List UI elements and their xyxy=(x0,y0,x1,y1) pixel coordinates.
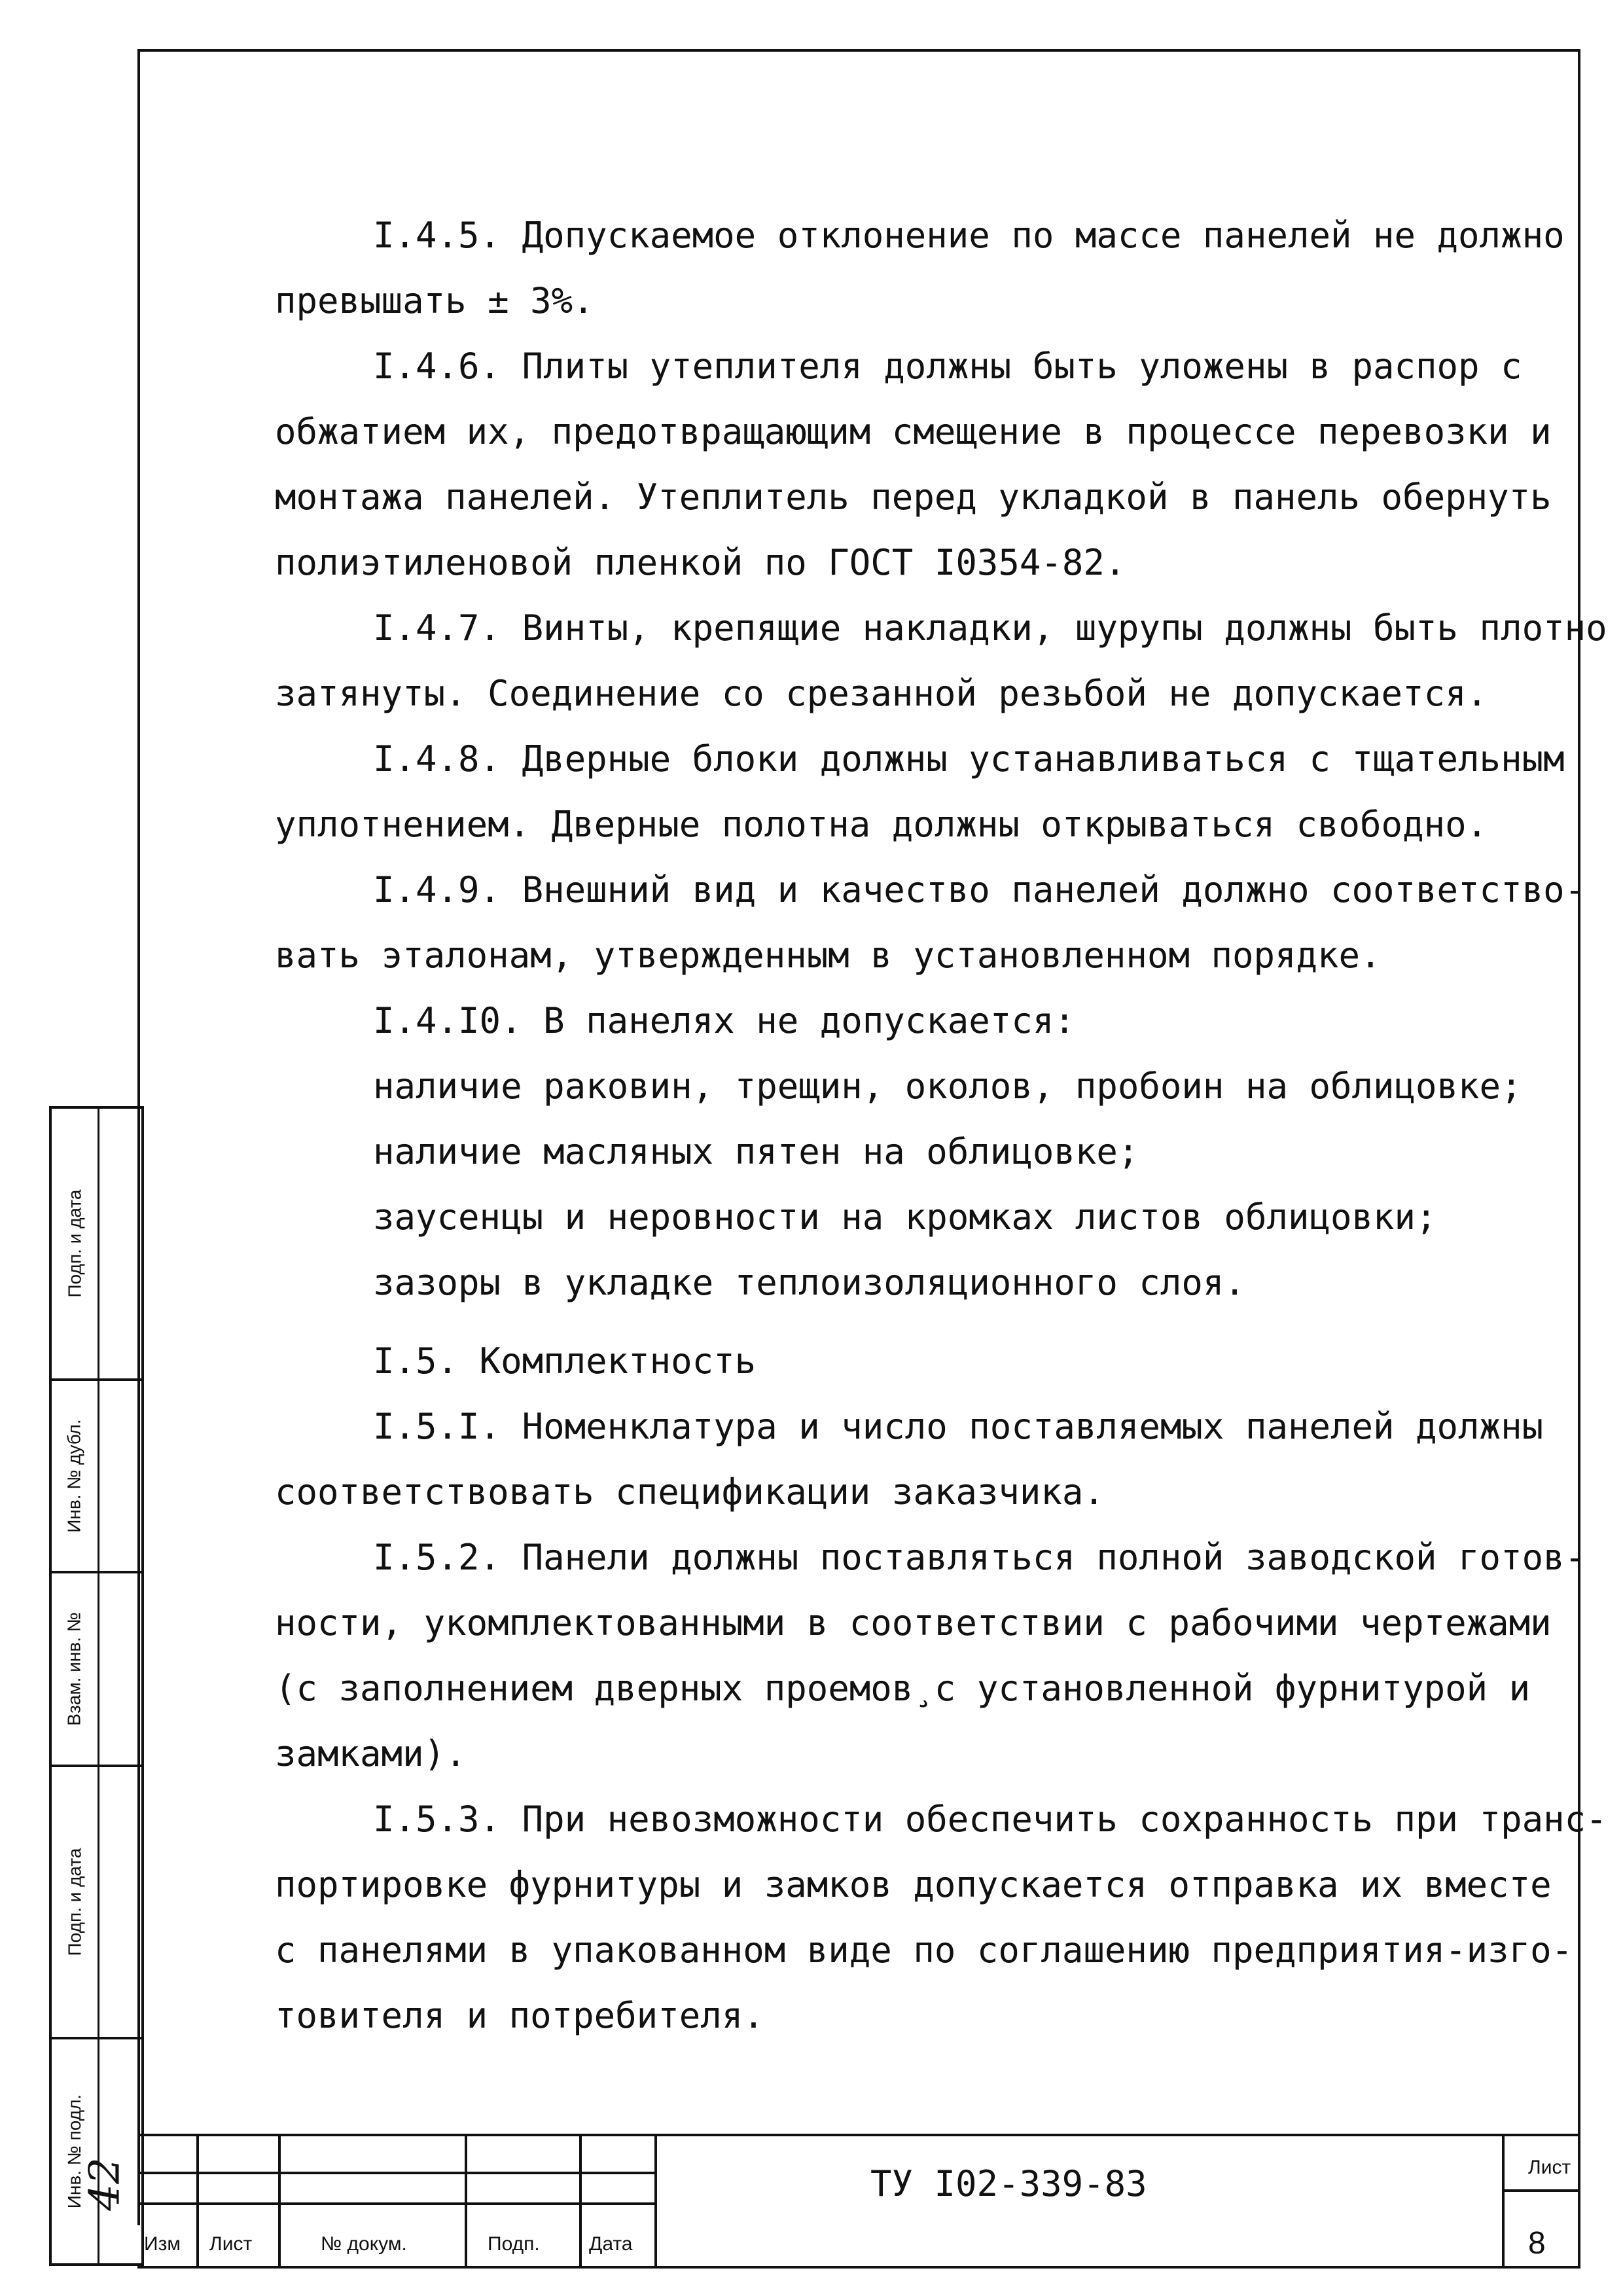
side-stamp-dup-inv xyxy=(49,1378,144,1573)
col-divider xyxy=(579,2134,582,2268)
title-block-row-line xyxy=(137,2172,654,2174)
col-divider xyxy=(196,2134,199,2268)
text-line: I.5.I. Номенклатура и число поставляемых панелей должны xyxy=(373,1406,1544,1447)
section-heading: I.5. Комплектность xyxy=(373,1340,757,1382)
side-label: Подп. и дата xyxy=(64,1189,84,1298)
text-line: зазоры в укладке теплоизоляционного слоя. xyxy=(373,1262,1245,1303)
sheet-number: 8 xyxy=(1528,2226,1546,2261)
text-line: портировке фурнитуры и замков допускается отправка их вместе xyxy=(275,1864,1552,1905)
title-block-top-border xyxy=(137,2134,1580,2136)
text-line: обжатием их, предотвращающим смещение в процессе перевозки и xyxy=(275,411,1552,452)
text-line: наличие раковин, трещин, околов, пробоин на облицовке; xyxy=(373,1066,1522,1107)
side-stamp-sign-date-1 xyxy=(49,1106,144,1381)
col-divider xyxy=(1502,2134,1505,2268)
col-label-sign: Подп. xyxy=(488,2233,540,2255)
sheet-cell-divider xyxy=(1502,2189,1580,2192)
col-divider xyxy=(1578,2134,1580,2268)
text-line: I.4.6. Плиты утеплителя должны быть уложены в распор с xyxy=(373,346,1522,387)
side-label: Инв. № подл. xyxy=(64,2094,85,2209)
text-line: ности, укомплектованными в соответствии с рабочими чертежами xyxy=(275,1602,1552,1643)
text-line: I.4.I0. В панелях не допускается: xyxy=(373,1000,1075,1041)
text-line: с панелями в упакованном виде по соглашению предприятия-изго- xyxy=(275,1929,1573,1971)
text-line: затянуты. Соединение со срезанной резьбой не допускается. xyxy=(275,673,1488,714)
text-line: уплотнением. Дверные полотна должны открываться свободно. xyxy=(275,804,1488,845)
text-line: I.4.9. Внешний вид и качество панелей должно соответство- xyxy=(373,869,1586,910)
text-line: I.4.5. Допускаемое отклонение по массе панелей не должно xyxy=(373,215,1565,256)
text-line: (с заполнением дверных проемов¸с установленной фурнитурой и xyxy=(275,1668,1531,1709)
text-line: I.5.3. При невозможности обеспечить сохранность при транс- xyxy=(373,1799,1607,1840)
title-block-bottom-border xyxy=(137,2266,1580,2269)
side-label: Подп. и дата xyxy=(64,1848,84,1956)
text-line: I.4.8. Дверные блоки должны устанавливаться с тщательным xyxy=(373,738,1565,780)
text-line: I.5.2. Панели должны поставляться полной заводской готов- xyxy=(373,1537,1586,1578)
side-label: Инв. № дубл. xyxy=(64,1419,85,1533)
col-divider xyxy=(654,2134,657,2268)
text-line: наличие масляных пятен на облицовке; xyxy=(373,1131,1139,1172)
text-line: замками). xyxy=(275,1733,467,1774)
text-line: соответствовать спецификации заказчика. xyxy=(275,1471,1105,1513)
col-label-date: Дата xyxy=(589,2233,633,2255)
text-line: товителя и потребителя. xyxy=(275,1995,764,2036)
side-label: Взам. инв. № xyxy=(64,1612,84,1726)
col-label-sheet: Лист xyxy=(209,2233,253,2255)
text-line: I.4.7. Винты, крепящие накладки, шурупы должны быть плотно xyxy=(373,607,1607,649)
text-line: полиэтиленовой пленкой по ГОСТ I0354-82. xyxy=(275,542,1126,583)
title-block-row-line xyxy=(137,2202,654,2205)
side-stamp-orig-inv xyxy=(49,2037,144,2266)
col-divider xyxy=(278,2134,281,2268)
text-line: превышать ± 3%. xyxy=(275,280,594,321)
handwritten-inventory-number: 42 xyxy=(80,2157,130,2211)
text-line: вать эталонам, утвержденным в установленном порядке. xyxy=(275,935,1382,976)
col-label-change: Изм xyxy=(144,2233,181,2255)
side-stamp-sign-date-2 xyxy=(49,1765,144,2039)
sheet-label: Лист xyxy=(1528,2157,1571,2178)
document-code: ТУ I02-339-83 xyxy=(870,2163,1147,2204)
col-divider xyxy=(465,2134,467,2268)
text-line: заусенцы и неровности на кромках листов облицовки; xyxy=(373,1196,1437,1238)
text-line: монтажа панелей. Утеплитель перед укладкой в панель обернуть xyxy=(275,476,1552,518)
col-label-doc: № докум. xyxy=(321,2233,407,2255)
side-stamp-replace-inv xyxy=(49,1571,144,1767)
